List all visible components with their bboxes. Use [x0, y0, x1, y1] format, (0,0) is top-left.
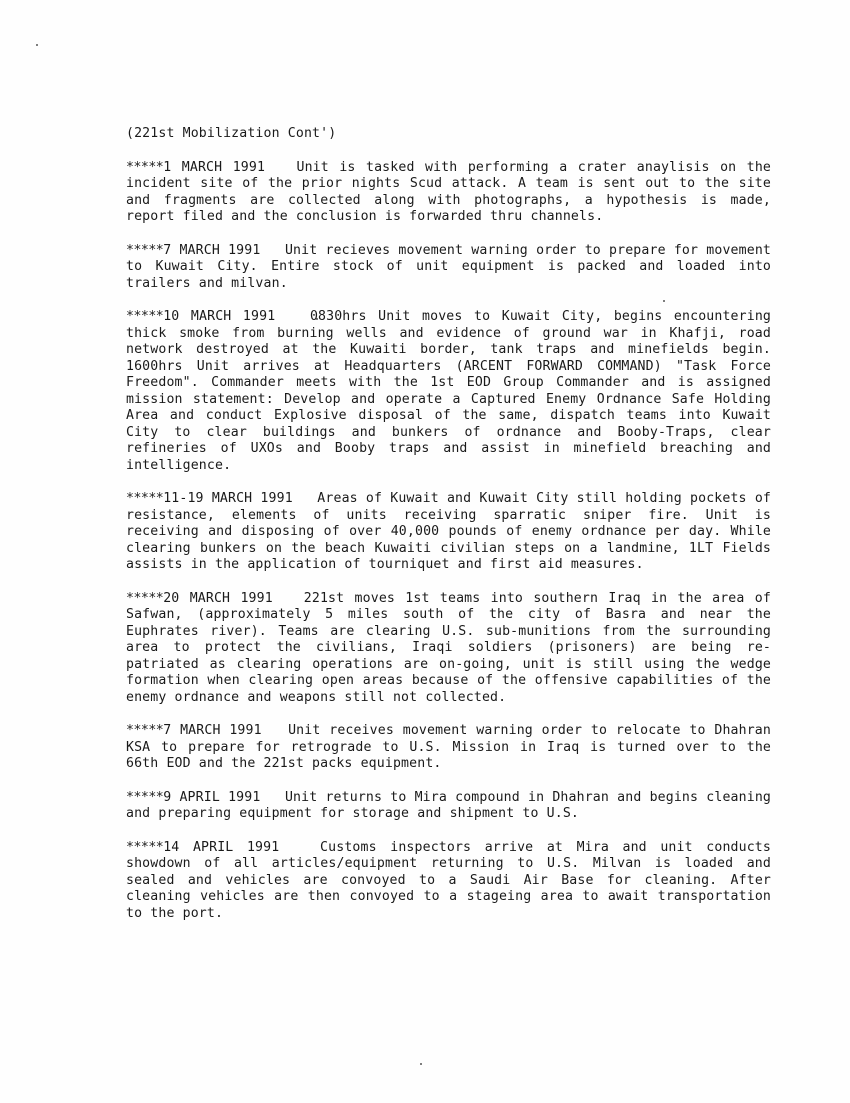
entry-date: 7 MARCH 1991 [163, 723, 262, 738]
entry-date: 1 MARCH 1991 [163, 159, 266, 175]
entry-marker: ***** [126, 309, 164, 324]
entry-marker: ***** [126, 242, 164, 258]
section-heading: (221st Mobilization Cont') [126, 126, 337, 141]
entry-text: Areas of Kuwait and Kuwait City still holding pockets of resistance, elements of units receiving sparratic sniper fire. Unit is receiving and disposing of over 40,000 pounds of enemy ordnance per day. While clearing bunkers on the beach Kuwaiti civilian steps on a landmine, 1LT Fields assists in the application of tourniquet and first aid measures. [126, 491, 771, 572]
entry-list [126, 160, 771, 923]
entry-date: 11-19 MARCH 1991 [163, 491, 293, 506]
entry-date: 14 APRIL 1991 [163, 839, 280, 855]
log-entry [126, 243, 771, 293]
entry-marker: ***** [126, 590, 164, 606]
log-entry [126, 491, 771, 574]
log-entry [126, 790, 771, 823]
entry-marker: ***** [126, 789, 164, 805]
entry-date: 9 APRIL 1991 [163, 789, 261, 805]
log-entry [126, 309, 771, 474]
entry-text: Unit recieves movement warning order to prepare for movement to Kuwait City. Entire stock of unit equipment is packed and loaded into trailers and milvan. [126, 242, 771, 291]
log-entry [126, 160, 771, 226]
entry-marker: ***** [126, 159, 164, 175]
entry-text: Customs inspectors arrive at Mira and unit conducts showdown of all articles/equipment returning to U.S. Milvan is loaded and sealed and vehicles are convoyed to a Saudi Air Base for cleaning. After cleaning vehicles are then convoyed to a stageing area to await transportation to the port. [126, 839, 771, 921]
entry-marker: ***** [126, 491, 164, 506]
entry-text: Unit is tasked with performing a crater anaylisis on the incident site of the prior nights Scud attack. A team is sent out to the site and fragments are collected along with photographs, a hypothesis is made, report filed and the conclusion is forwarded thru channels. [126, 159, 771, 224]
log-entry [126, 723, 771, 773]
entry-marker: ***** [126, 839, 164, 855]
entry-date: 7 MARCH 1991 [163, 242, 261, 258]
log-entry [126, 591, 771, 707]
entry-text: 221st moves 1st teams into southern Iraq in the area of Safwan, (approximately 5 miles south of the city of Basra and near the Euphrates river). Teams are clearing U.S. sub-munitions from the surrounding area to protect the civilians, Iraqi soldiers (prisoners) are being re-patriated as clearing operations are on-going, unit is still using the wedge formation when clearing open areas because of the offensive capabilities of the enemy ordnance and weapons still not collected. [126, 590, 771, 705]
scan-speck [36, 44, 38, 46]
entry-marker: ***** [126, 723, 164, 738]
entry-date: 10 MARCH 1991 [163, 309, 276, 324]
entry-text: Unit returns to Mira compound in Dhahran and begins cleaning and preparing equipment for storage and shipment to U.S. [126, 789, 771, 821]
entry-date: 20 MARCH 1991 [163, 590, 273, 606]
document-body [126, 126, 771, 939]
entry-text: Unit receives movement warning order to relocate to Dhahran KSA to prepare for retrograde to U.S. Mission in Iraq is turned over to the 66th EOD and the 221st packs equipment. [126, 723, 771, 771]
entry-text: 0830hrs Unit moves to Kuwait City, begins encountering thick smoke from burning wells and evidence of ground war in Khafji, road network destroyed at the Kuwaiti border, tank traps and minefields begin. 1600hrs Unit arrives at Headquarters (ARCENT FORWARD COMMAND) "Task Force Freedom". Commander meets with the 1st EOD Group Commander and is assigned mission statement: Develop and operate a Captured Enemy Ordnance Safe Holding Area and conduct Explosive disposal of the same, dispatch teams into Kuwait City to clear buildings and bunkers of ordnance and Booby-Traps, clear refineries of UXOs and Booby traps and assist in minefield breaching and intelligence. [126, 309, 771, 473]
log-entry [126, 840, 771, 923]
scan-speck [420, 1063, 422, 1065]
